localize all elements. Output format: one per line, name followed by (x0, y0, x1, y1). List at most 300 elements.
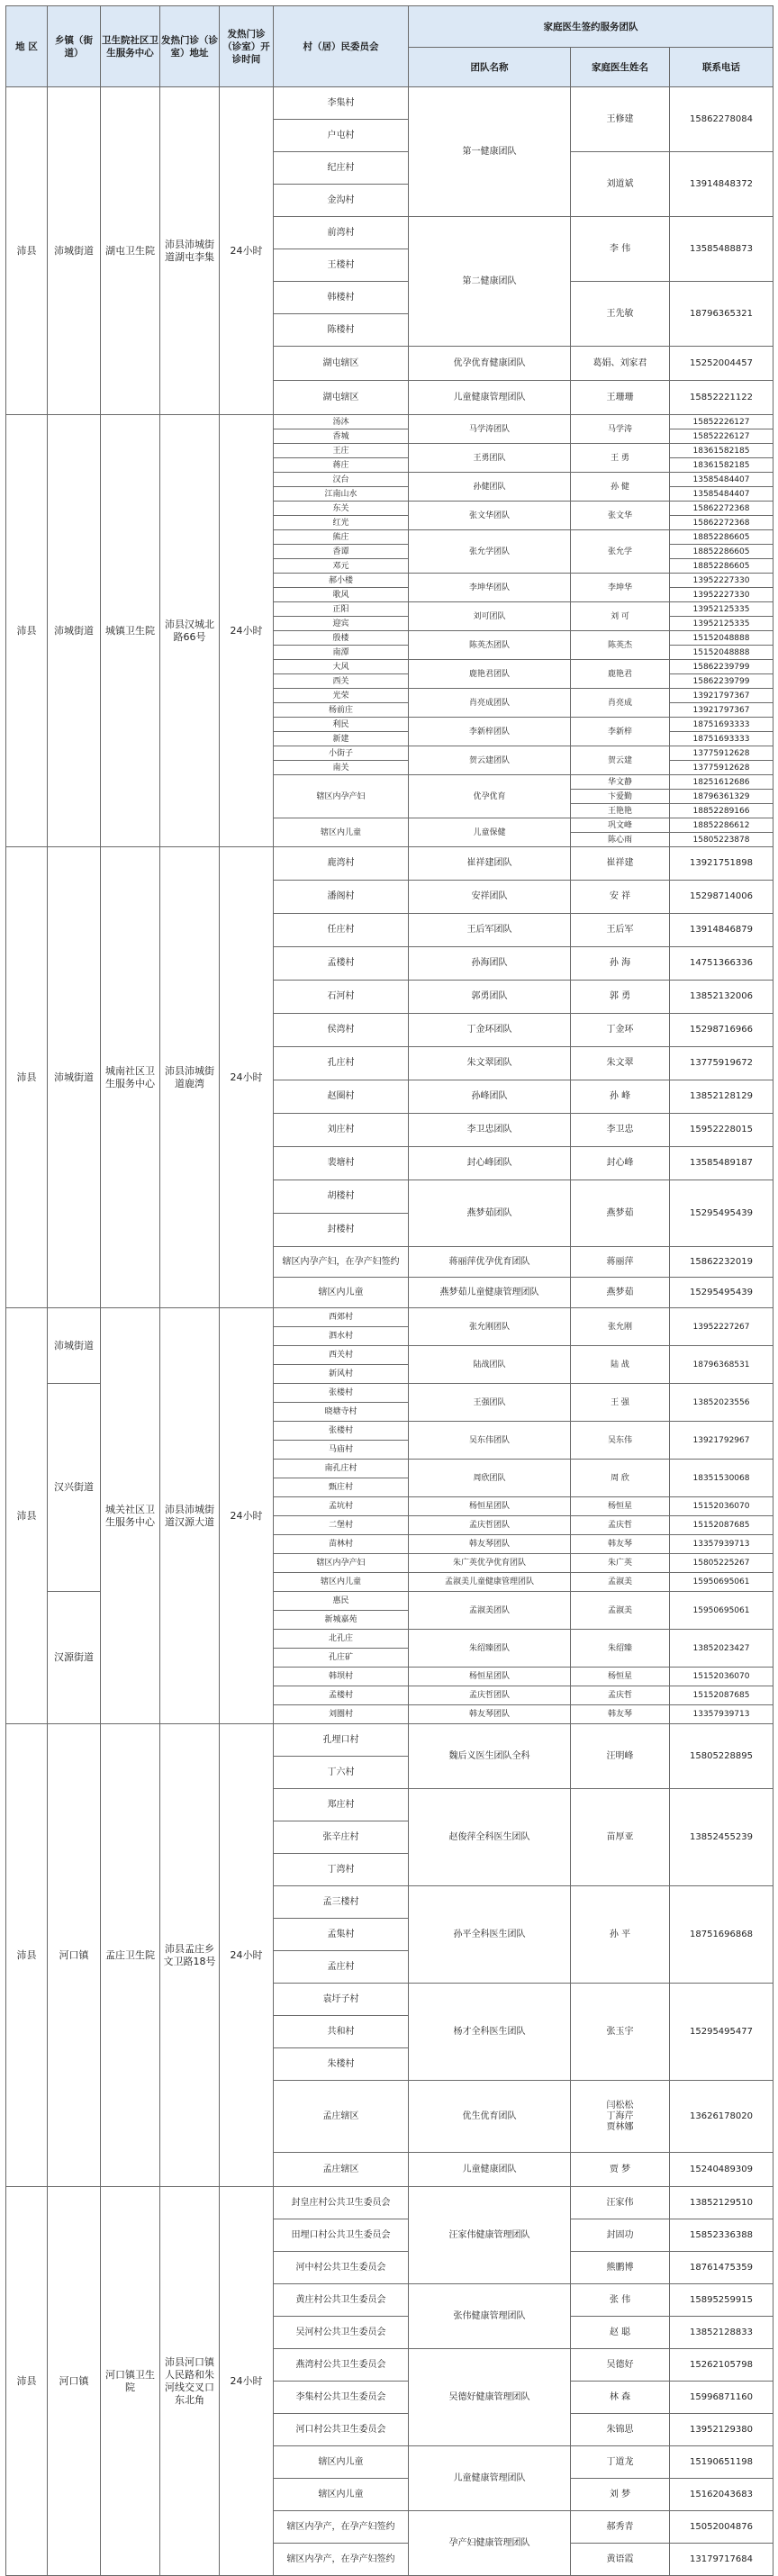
address-cell: 沛县汉城北路66号 (160, 415, 220, 847)
phone-cell: 13952227330 (670, 588, 773, 602)
doctor-cell: 王后军 (571, 914, 670, 947)
doctor-name: 丁海芹 (606, 2111, 634, 2121)
team-cell: 李坤华团队 (409, 574, 571, 602)
phone-cell: 13585484407 (670, 473, 773, 487)
village-cell: 郑庄村 (274, 1789, 409, 1821)
phone-cell: 15295495477 (670, 1984, 773, 2081)
center-cell: 城镇卫生院 (101, 415, 160, 847)
phone-cell: 18852286605 (670, 545, 773, 559)
doctor-cell: 张允刚 (571, 1308, 670, 1346)
doctor-cell: 张文华 (571, 502, 670, 530)
doctor-cell: 卞爱勤 (571, 790, 670, 804)
phone-cell: 13852132006 (670, 981, 773, 1014)
village-cell: 湖屯辖区 (274, 347, 409, 381)
doctor-cell: 郝秀青 (571, 2511, 670, 2544)
team-cell: 孟淑美儿童健康管理团队 (409, 1573, 571, 1592)
region-header: 地 区 (6, 6, 48, 87)
doctor-cell: 张玉宇 (571, 1984, 670, 2081)
village-cell: 刘圈村 (274, 1705, 409, 1724)
doctor-cell: 丁道龙 (571, 2446, 670, 2479)
hours-cell: 24小时 (220, 847, 274, 1308)
hours-cell: 24小时 (220, 1724, 274, 2187)
doctor-cell: 安 祥 (571, 881, 670, 914)
family-team-header: 家庭医生签约服务团队 (409, 6, 773, 48)
phone-cell: 15262105798 (670, 2349, 773, 2382)
hours-header: 发热门诊（诊室）开诊时间 (220, 6, 274, 87)
village-cell: 迎宾 (274, 617, 409, 631)
phone-cell: 13357939713 (670, 1535, 773, 1554)
doctor-cell: 汪明峰 (571, 1724, 670, 1789)
village-cell: 河中村公共卫生委员会 (274, 2252, 409, 2284)
doctor-cell: 燕梦茹 (571, 1278, 670, 1308)
doctor-cell: 朱绍臻 (571, 1630, 670, 1668)
village-cell: 红光 (274, 516, 409, 530)
phone-cell: 13775919672 (670, 1047, 773, 1080)
doctor-cell: 朱广英 (571, 1554, 670, 1573)
phone-cell: 18751693333 (670, 718, 773, 732)
phone-cell: 18751696868 (670, 1886, 773, 1984)
phone-cell: 15152087685 (670, 1686, 773, 1705)
village-cell: 封皇庄村公共卫生委员会 (274, 2187, 409, 2219)
village-cell: 马庙村 (274, 1441, 409, 1460)
village-cell: 西郊村 (274, 1308, 409, 1327)
team-cell: 韩友琴团队 (409, 1535, 571, 1554)
phone-cell: 18796368531 (670, 1346, 773, 1384)
doctor-cell: 燕梦茹 (571, 1180, 670, 1247)
village-cell: 孟庄辖区 (274, 2081, 409, 2153)
village-cell: 辖区内孕产妇 (274, 1554, 409, 1573)
doctor-cell: 华文静 (571, 775, 670, 790)
village-cell: 燕湾村公共卫生委员会 (274, 2349, 409, 2382)
phone-cell: 13357939713 (670, 1705, 773, 1724)
town-cell: 沛城街道 (48, 1308, 101, 1384)
team-cell: 儿童保健 (409, 818, 571, 847)
village-cell: 辖区内孕产，在孕产妇签约 (274, 2511, 409, 2544)
phone-cell: 15152036070 (670, 1497, 773, 1516)
phone-cell: 13921751898 (670, 847, 773, 881)
phone-cell: 15152036070 (670, 1668, 773, 1686)
doctor-cell: 刘 梦 (571, 2479, 670, 2511)
phone-cell: 15805228895 (670, 1724, 773, 1789)
phone-cell: 15152048888 (670, 631, 773, 646)
village-cell: 汉台 (274, 473, 409, 487)
team-cell: 王强团队 (409, 1384, 571, 1422)
team-cell: 孙平全科医生团队 (409, 1886, 571, 1984)
village-cell: 光荣 (274, 689, 409, 703)
team-cell: 魏后义医生团队全科 (409, 1724, 571, 1789)
team-cell: 马学涛团队 (409, 415, 571, 444)
doctor-cell: 张 伟 (571, 2284, 670, 2317)
town-cell: 沛城街道 (48, 847, 101, 1308)
team-cell: 朱绍臻团队 (409, 1630, 571, 1668)
phone-cell: 18796361329 (670, 790, 773, 804)
doctor-name: 闫松松 (606, 2100, 634, 2111)
phone-cell: 15805225267 (670, 1554, 773, 1573)
phone-cell: 13952129380 (670, 2414, 773, 2446)
village-cell: 纪庄村 (274, 152, 409, 185)
village-cell: 刘庄村 (274, 1114, 409, 1147)
village-cell: 田埋口村公共卫生委员会 (274, 2219, 409, 2252)
region-cell: 沛县 (6, 87, 48, 415)
village-cell: 香谭 (274, 545, 409, 559)
phone-cell: 13921792967 (670, 1422, 773, 1460)
doctor-cell: 贺云建 (571, 746, 670, 775)
village-cell: 新建 (274, 732, 409, 746)
doctor-cell: 马学涛 (571, 415, 670, 444)
village-cell: 蒋庄 (274, 458, 409, 473)
team-cell: 鹿艳君团队 (409, 660, 571, 689)
team-cell: 燕梦茹儿童健康管理团队 (409, 1278, 571, 1308)
doctor-cell: 王先敏 (571, 282, 670, 347)
doctor-cell: 朱文翠 (571, 1047, 670, 1080)
village-cell: 王楼村 (274, 249, 409, 282)
team-cell: 儿童健康团队 (409, 2153, 571, 2187)
village-cell: 张楼村 (274, 1422, 409, 1441)
village-cell: 丁湾村 (274, 1854, 409, 1886)
table-row (6, 2187, 773, 2219)
doctor-cell: 吴德好 (571, 2349, 670, 2382)
table-row (6, 847, 773, 881)
village-cell: 辖区内儿童 (274, 1573, 409, 1592)
village-cell: 小街子 (274, 746, 409, 761)
village-cell: 户屯村 (274, 120, 409, 152)
phone-cell: 15190651198 (670, 2446, 773, 2479)
town-cell: 汉源街道 (48, 1592, 101, 1724)
team-cell: 孙海团队 (409, 947, 571, 981)
team-cell: 王勇团队 (409, 444, 571, 473)
phone-cell: 18852286605 (670, 559, 773, 574)
village-cell: 湖屯辖区 (274, 381, 409, 415)
doctor-cell: 熊鹏博 (571, 2252, 670, 2284)
doctor-cell: 李新梓 (571, 718, 670, 746)
village-cell: 西关 (274, 674, 409, 689)
village-header: 村（居）民委员会 (274, 6, 409, 87)
phone-cell: 15950695061 (670, 1573, 773, 1592)
table-body (6, 6, 773, 2576)
doctor-cell: 崔祥建 (571, 847, 670, 881)
team-cell: 儿童健康管理团队 (409, 2446, 571, 2511)
team-cell: 李新梓团队 (409, 718, 571, 746)
village-cell: 熊庄 (274, 530, 409, 545)
table-row (6, 87, 773, 120)
village-cell: 孟坑村 (274, 1497, 409, 1516)
village-cell: 金沟村 (274, 185, 409, 217)
center-cell: 孟庄卫生院 (101, 1724, 160, 2187)
team-cell: 优生优育团队 (409, 2081, 571, 2153)
doctor-header: 家庭医生姓名 (571, 48, 670, 87)
village-cell: 前湾村 (274, 217, 409, 249)
phone-cell: 15298714006 (670, 881, 773, 914)
village-cell: 殷楼 (274, 631, 409, 646)
village-cell: 新风村 (274, 1365, 409, 1384)
village-cell: 西关村 (274, 1346, 409, 1365)
doctor-cell: 孟淑美 (571, 1573, 670, 1592)
doctor-cell (571, 2081, 670, 2153)
doctor-cell: 杨恒星 (571, 1497, 670, 1516)
phone-cell: 15805223878 (670, 833, 773, 847)
center-cell: 城关社区卫生服务中心 (101, 1308, 160, 1724)
village-cell: 辖区内儿童 (274, 818, 409, 847)
team-cell: 丁金环团队 (409, 1014, 571, 1047)
phone-cell: 18852286612 (670, 818, 773, 833)
village-cell: 赵圈村 (274, 1080, 409, 1114)
phone-cell: 15862278084 (670, 87, 773, 152)
doctor-cell: 王 强 (571, 1384, 670, 1422)
phone-cell: 13914846879 (670, 914, 773, 947)
doctor-cell: 封固功 (571, 2219, 670, 2252)
team-cell: 优孕优育 (409, 775, 571, 818)
doctor-cell: 孟庆哲 (571, 1516, 670, 1535)
team-cell: 孟淑美团队 (409, 1592, 571, 1630)
phone-cell: 13852455239 (670, 1789, 773, 1886)
address-cell: 沛县河口镇人民路和朱河线交叉口东北角 (160, 2187, 220, 2576)
doctor-cell: 郭 勇 (571, 981, 670, 1014)
team-cell: 孟庆哲团队 (409, 1516, 571, 1535)
village-cell: 共和村 (274, 2016, 409, 2048)
village-cell: 孟楼村 (274, 947, 409, 981)
phone-cell: 18361582185 (670, 458, 773, 473)
phone-cell: 13775912628 (670, 761, 773, 775)
phone-cell: 15162043683 (670, 2479, 773, 2511)
phone-cell: 13626178020 (670, 2081, 773, 2153)
phone-cell: 13852023427 (670, 1630, 773, 1668)
center-cell: 河口镇卫生院 (101, 2187, 160, 2576)
team-cell: 陆战团队 (409, 1346, 571, 1384)
region-cell: 沛县 (6, 2187, 48, 2576)
phone-cell: 15152048888 (670, 646, 773, 660)
doctor-cell: 李 伟 (571, 217, 670, 282)
team-cell: 燕梦茹团队 (409, 1180, 571, 1247)
phone-header: 联系电话 (670, 48, 773, 87)
team-cell: 韩友琴团队 (409, 1705, 571, 1724)
doctor-cell: 孙 健 (571, 473, 670, 502)
phone-cell: 15852226127 (670, 415, 773, 429)
phone-cell: 15950695061 (670, 1592, 773, 1630)
phone-cell: 18796365321 (670, 282, 773, 347)
center-cell: 湖屯卫生院 (101, 87, 160, 415)
phone-cell: 13921797367 (670, 689, 773, 703)
village-cell: 王庄 (274, 444, 409, 458)
village-cell: 孟三楼村 (274, 1886, 409, 1919)
header-row-1 (6, 6, 773, 48)
village-cell: 正阳 (274, 602, 409, 617)
village-cell: 任庄村 (274, 914, 409, 947)
doctor-cell: 刘 可 (571, 602, 670, 631)
village-cell: 封楼村 (274, 1214, 409, 1247)
team-cell: 第一健康团队 (409, 87, 571, 217)
village-cell: 孟庄辖区 (274, 2153, 409, 2187)
village-cell: 东关 (274, 502, 409, 516)
address-cell: 沛县孟庄乡文卫路18号 (160, 1724, 220, 2187)
team-cell: 吴东伟团队 (409, 1422, 571, 1460)
table-row (6, 415, 773, 429)
village-cell: 孟庄村 (274, 1951, 409, 1984)
village-cell: 大风 (274, 660, 409, 674)
phone-cell: 15952228015 (670, 1114, 773, 1147)
village-cell: 利民 (274, 718, 409, 732)
town-cell: 沛城街道 (48, 87, 101, 415)
village-cell: 丁六村 (274, 1757, 409, 1789)
team-cell: 周欣团队 (409, 1460, 571, 1497)
village-cell: 张辛庄村 (274, 1821, 409, 1854)
center-cell: 城南社区卫生服务中心 (101, 847, 160, 1308)
phone-cell: 15852226127 (670, 429, 773, 444)
doctor-cell: 吴东伟 (571, 1422, 670, 1460)
team-cell: 朱广英优孕优育团队 (409, 1554, 571, 1573)
phone-cell: 15298716966 (670, 1014, 773, 1047)
hours-cell: 24小时 (220, 1308, 274, 1724)
doctor-cell: 孙 海 (571, 947, 670, 981)
village-cell: 陈楼村 (274, 314, 409, 347)
phone-cell: 13775912628 (670, 746, 773, 761)
team-cell: 孕产妇健康管理团队 (409, 2511, 571, 2576)
village-cell: 晓塘寺村 (274, 1403, 409, 1422)
village-cell: 泗水村 (274, 1327, 409, 1346)
team-cell: 李卫忠团队 (409, 1114, 571, 1147)
team-cell: 刘可团队 (409, 602, 571, 631)
region-cell: 沛县 (6, 1724, 48, 2187)
team-cell: 张允学团队 (409, 530, 571, 574)
doctor-name: 贾林娜 (606, 2121, 634, 2132)
village-cell: 辖区内孕产，在孕产妇签约 (274, 2544, 409, 2576)
phone-cell: 15052004876 (670, 2511, 773, 2544)
phone-cell: 18251612686 (670, 775, 773, 790)
village-cell: 江南山水 (274, 487, 409, 502)
doctor-cell: 丁金环 (571, 1014, 670, 1047)
doctor-cell: 李坤华 (571, 574, 670, 602)
address-cell: 沛县沛城街道鹿湾 (160, 847, 220, 1308)
phone-cell: 13952125335 (670, 602, 773, 617)
phone-cell: 15862239799 (670, 674, 773, 689)
team-cell: 第二健康团队 (409, 217, 571, 347)
village-cell: 南关 (274, 761, 409, 775)
phone-cell: 14751366336 (670, 947, 773, 981)
village-cell: 辖区内儿童 (274, 1278, 409, 1308)
phone-cell: 15852336388 (670, 2219, 773, 2252)
village-cell: 甄庄村 (274, 1478, 409, 1497)
village-cell: 二堡村 (274, 1516, 409, 1535)
village-cell: 李集村公共卫生委员会 (274, 2382, 409, 2414)
village-cell: 韩坝村 (274, 1668, 409, 1686)
village-cell: 辖区内孕产妇 (274, 775, 409, 818)
doctor-cell: 陆 战 (571, 1346, 670, 1384)
doctor-cell: 赵 聪 (571, 2317, 670, 2349)
phone-cell: 18751693333 (670, 732, 773, 746)
phone-cell: 13585484407 (670, 487, 773, 502)
doctor-cell: 刘道斌 (571, 152, 670, 217)
village-cell: 孟集村 (274, 1919, 409, 1951)
doctor-cell: 周 欣 (571, 1460, 670, 1497)
doctor-cell: 张允学 (571, 530, 670, 574)
team-cell: 优孕优育健康团队 (409, 347, 571, 381)
team-cell: 张文华团队 (409, 502, 571, 530)
village-cell: 李集村 (274, 87, 409, 120)
team-cell: 朱文翠团队 (409, 1047, 571, 1080)
village-cell: 潘阁村 (274, 881, 409, 914)
team-cell: 王后军团队 (409, 914, 571, 947)
doctor-cell: 肖亮成 (571, 689, 670, 718)
village-cell: 新城嘉苑 (274, 1611, 409, 1630)
team-cell: 杨才全科医生团队 (409, 1984, 571, 2081)
team-cell: 赵俊萍全科医生团队 (409, 1789, 571, 1886)
team-cell: 肖亮成团队 (409, 689, 571, 718)
phone-cell: 15240489309 (670, 2153, 773, 2187)
village-cell: 胡楼村 (274, 1180, 409, 1214)
doctor-cell: 鹿艳君 (571, 660, 670, 689)
doctor-cell: 贾 梦 (571, 2153, 670, 2187)
team-cell: 张伟健康管理团队 (409, 2284, 571, 2349)
phone-cell: 18351530068 (670, 1460, 773, 1497)
village-cell: 孔庄村 (274, 1047, 409, 1080)
doctor-cell: 蒋丽萍 (571, 1247, 670, 1278)
team-cell: 儿童健康管理团队 (409, 381, 571, 415)
village-cell: 黄庄村公共卫生委员会 (274, 2284, 409, 2317)
phone-cell: 13585488873 (670, 217, 773, 282)
region-cell: 沛县 (6, 1308, 48, 1724)
team-cell: 封心峰团队 (409, 1147, 571, 1180)
phone-cell: 15152087685 (670, 1516, 773, 1535)
village-cell: 辖区内孕产妇，在孕产妇签约 (274, 1247, 409, 1278)
doctor-cell: 陈心雨 (571, 833, 670, 847)
phone-cell: 15895259915 (670, 2284, 773, 2317)
phone-cell: 15295495439 (670, 1180, 773, 1247)
hours-cell: 24小时 (220, 415, 274, 847)
team-cell: 蒋丽萍优孕优育团队 (409, 1247, 571, 1278)
phone-cell: 13914848372 (670, 152, 773, 217)
village-cell: 香城 (274, 429, 409, 444)
doctor-cell: 孟庆哲 (571, 1686, 670, 1705)
village-cell: 鹿湾村 (274, 847, 409, 881)
team-cell: 崔祥建团队 (409, 847, 571, 881)
village-cell: 张楼村 (274, 1384, 409, 1403)
hours-cell: 24小时 (220, 87, 274, 415)
doctor-cell: 韩友琴 (571, 1535, 670, 1554)
doctor-cell: 韩友琴 (571, 1705, 670, 1724)
team-cell: 孙峰团队 (409, 1080, 571, 1114)
address-cell: 沛县沛城街道湖屯李集 (160, 87, 220, 415)
phone-cell: 13585489187 (670, 1147, 773, 1180)
village-cell: 吴河村公共卫生委员会 (274, 2317, 409, 2349)
phone-cell: 13179717684 (670, 2544, 773, 2576)
doctor-cell: 黄语霞 (571, 2544, 670, 2576)
center-header: 卫生院社区卫生服务中心 (101, 6, 160, 87)
town-cell: 河口镇 (48, 2187, 101, 2576)
doctor-cell: 陈英杰 (571, 631, 670, 660)
team-cell: 郭勇团队 (409, 981, 571, 1014)
region-cell: 沛县 (6, 847, 48, 1308)
doctor-cell: 孟淑美 (571, 1592, 670, 1630)
doctor-cell: 孙 峰 (571, 1080, 670, 1114)
village-cell: 汤沐 (274, 415, 409, 429)
doctor-cell: 汪家伟 (571, 2187, 670, 2219)
village-cell: 歌风 (274, 588, 409, 602)
phone-cell: 13952125335 (670, 617, 773, 631)
signing-table (5, 5, 773, 2576)
phone-cell: 18761475359 (670, 2252, 773, 2284)
town-header: 乡镇（街道） (48, 6, 101, 87)
village-cell: 河口村公共卫生委员会 (274, 2414, 409, 2446)
village-cell: 袁圩子村 (274, 1984, 409, 2016)
region-cell: 沛县 (6, 415, 48, 847)
doctor-cell: 朱锦思 (571, 2414, 670, 2446)
doctor-cell: 孙 平 (571, 1886, 670, 1984)
hours-cell: 24小时 (220, 2187, 274, 2576)
doctor-cell: 李卫忠 (571, 1114, 670, 1147)
village-cell: 邓元 (274, 559, 409, 574)
doctor-cell: 封心峰 (571, 1147, 670, 1180)
phone-cell: 18852286605 (670, 530, 773, 545)
village-cell: 裴塘村 (274, 1147, 409, 1180)
